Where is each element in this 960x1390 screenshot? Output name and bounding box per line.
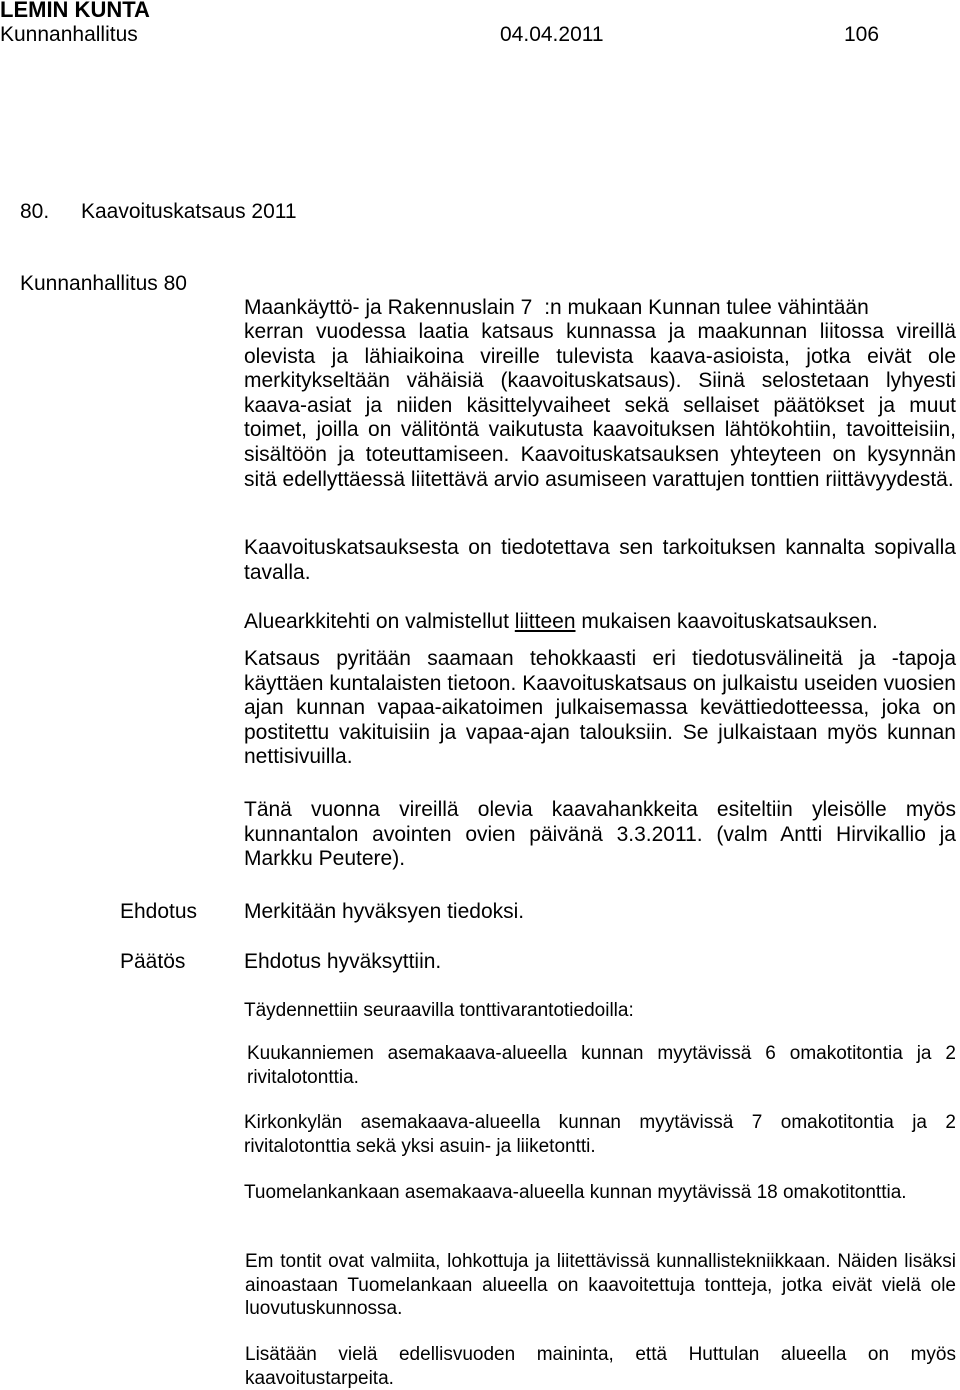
reference-label: Kunnanhallitus 80: [20, 272, 187, 295]
supplement-item-2: Kirkonkylän asemakaava-alueella kunnan myytävissä 7 omakotitontia ja 2 rivitalotonttia sekä yksi asuin- ja liiketontti.: [244, 1112, 956, 1157]
organization-name: LEMIN KUNTA: [0, 0, 150, 22]
paragraph-2: Kaavoituskatsauksesta on tiedotettava sen tarkoituksen kannalta sopivalla tavalla.: [244, 536, 956, 584]
paragraph-1: kerran vuodessa laatia katsaus kunnassa ja maakunnan liitossa vireillä olevista ja lähiaikoina vireille tulevista kaava-asioista, jotka eivät ole merkitykseltään vähäisiä (kaavoituskatsaus). Siinä selostetaan lyhyesti kaava-asiat ja niiden käsittelyvaiheet sekä sellaiset päätökset ja muut toimet, joilla on välitöntä vaikutusta kaavoituksen lähtökohtiin, tavoitteisiin, sisältöön ja toteuttamiseen. Kaavoituskatsauksen yhteyteen on kysynnän sitä edellyttäessä liitettävä arvio asumiseen varattujen tonttien riittävyydestä.: [244, 320, 956, 491]
paragraph-3: [244, 610, 956, 635]
proposal-label: Ehdotus: [120, 900, 198, 923]
decision-label: Päätös: [120, 950, 186, 973]
supplement-item-4: Em tontit ovat valmiita, lohkottuja ja liitettävissä kunnallistekniikkaan. Näiden lisäksi ainoastaan Tuomelankaan alueella on kaavoitettuja tontteja, jotka eivät vielä ole luovutuskunnossa.: [245, 1251, 956, 1319]
paragraph-3-before: Aluearkkitehti on valmistellut: [244, 610, 509, 633]
attachment-link[interactable]: liitteen: [514, 610, 576, 633]
section-number: 80.: [20, 200, 50, 223]
law-reference-rest: mukaan Kunnan tulee vähintään: [567, 296, 869, 319]
supplement-intro: Täydennettiin seuraavilla tonttivarantotiedoilla:: [244, 1000, 634, 1021]
proposal-text: Merkitään hyväksyen tiedoksi.: [244, 900, 525, 923]
supplement-item-3: Tuomelankankaan asemakaava-alueella kunnan myytävissä 18 omakotitonttia.: [244, 1182, 907, 1203]
header-body: Kunnanhallitus: [0, 23, 138, 46]
paragraph-4: Katsaus pyritään saamaan tehokkaasti eri tiedotusvälineitä ja -tapoja käyttäen kuntalaisten tietoon. Kaavoituskatsaus on julkaistu useiden vuosien ajan kunnan vapaa-aikatoimen julkaisemassa kevättiedotteessa, joka on postitettu vakituisiin ja vapaa-ajan talouksiin. Se julkaistaan myös kunnan nettisivuilla.: [244, 647, 956, 769]
header-date: 04.04.2011: [500, 23, 604, 46]
paragraph-3-after: mukaisen kaavoituskatsauksen.: [581, 610, 878, 633]
supplement-item-5: Lisätään vielä edellisvuoden maininta, että Huttulan alueella on myös kaavoitustarpeita.: [245, 1344, 956, 1389]
paragraph-1-first-line: [244, 296, 956, 321]
page-number: 106: [844, 23, 880, 46]
supplement-item-1: Kuukanniemen asemakaava-alueella kunnan myytävissä 6 omakotitontia ja 2 rivitalotonttia.: [247, 1043, 956, 1088]
decision-text: Ehdotus hyväksyttiin.: [244, 950, 442, 973]
law-reference: Maankäyttö- ja Rakennuslain 7: [244, 296, 533, 319]
section-title: Kaavoituskatsaus 2011: [81, 200, 297, 223]
section-sign-suffix: :n: [544, 296, 562, 319]
paragraph-5: Tänä vuonna vireillä olevia kaavahankkeita esiteltiin yleisölle myös kunnantalon avointen ovien päivänä 3.3.2011. (valm Antti Hirvikallio ja Markku Peutere).: [244, 798, 956, 871]
